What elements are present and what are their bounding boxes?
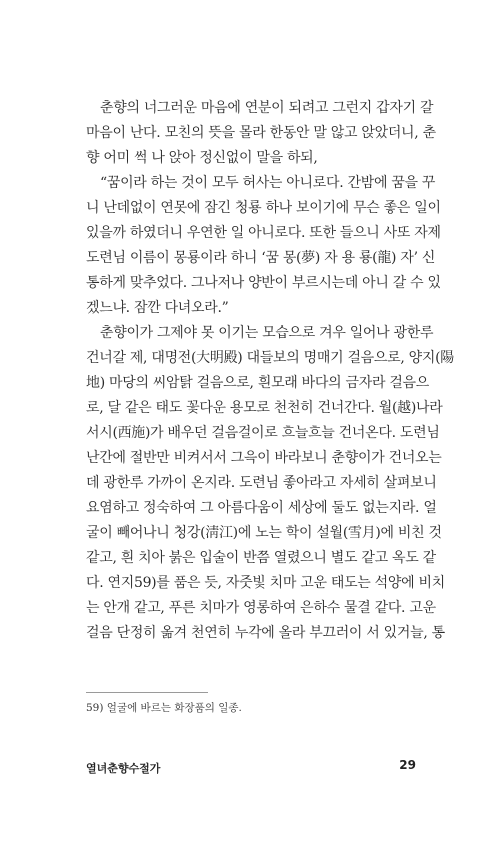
text-line: 요염하고 정숙하여 그 아름다움이 세상에 둘도 없는지라. 얼 bbox=[86, 500, 437, 516]
body-text bbox=[86, 96, 454, 646]
page-number: 29 bbox=[399, 758, 416, 772]
text-line: 다. 연지59)를 품은 듯, 자줏빛 치마 고운 태도는 석양에 비치 bbox=[86, 575, 445, 591]
text-line: “꿈이라 하는 것이 모두 허사는 아니로다. 간밤에 꿈을 꾸 bbox=[100, 175, 436, 191]
text-line: 굴이 빼어나니 청강(淸江)에 노는 학이 설월(雪月)에 비친 것 bbox=[86, 525, 442, 541]
text-line: 난간에 절반만 비켜서서 그윽이 바라보니 춘향이가 건너오는 bbox=[86, 450, 442, 466]
text-line: 마음이 난다. 모친의 뜻을 몰라 한동안 말 않고 앉았더니, 춘 bbox=[86, 125, 436, 141]
text-line: 건너갈 제, 대명전(大明殿) 대들보의 명매기 걸음으로, 양지(陽 bbox=[86, 350, 454, 366]
text-line: 겠느냐. 잠깐 다녀오라.” bbox=[86, 300, 229, 316]
text-line: 도련님 이름이 몽룡이라 하니 ‘꿈 몽(夢) 자 용 룡(龍) 자’ 신 bbox=[86, 250, 436, 266]
text-line: 는 안개 같고, 푸른 치마가 영롱하여 은하수 물결 같다. 고운 bbox=[86, 600, 436, 616]
text-line: 地) 마당의 씨암탉 걸음으로, 흰모래 바다의 금자라 걸음으 bbox=[86, 375, 429, 391]
text-line: 서시(西施)가 배우던 걸음걸이로 흐늘흐늘 건너온다. 도련님 bbox=[86, 425, 440, 441]
text-line: 통하게 맞추었다. 그나저나 양반이 부르시는데 아니 갈 수 있 bbox=[86, 275, 441, 291]
text-line: 있을까 하였더니 우연한 일 아니로다. 또한 들으니 사또 자제 bbox=[86, 225, 441, 241]
text-line: 니 난데없이 연못에 잠긴 청룡 하나 보이기에 무슨 좋은 일이 bbox=[86, 200, 441, 216]
footnote-divider bbox=[86, 692, 208, 693]
running-footer-title: 열녀춘향수절가 bbox=[86, 762, 161, 775]
text-line: 춘향의 너그러운 마음에 연분이 되려고 그런지 갑자기 갈 bbox=[100, 100, 434, 116]
text-line: 같고, 흰 치아 붉은 입술이 반쯤 열렸으니 별도 같고 옥도 같 bbox=[86, 550, 436, 566]
text-line: 로, 달 같은 태도 꽃다운 용모로 천천히 건너간다. 월(越)나라 bbox=[86, 400, 443, 416]
footnote: 59) 얼굴에 바르는 화장품의 일종. bbox=[86, 702, 242, 714]
text-line: 춘향이가 그제야 못 이기는 모습으로 겨우 일어나 광한루 bbox=[100, 325, 434, 341]
text-line: 걸음 단정히 옮겨 천연히 누각에 올라 부끄러이 서 있거늘, 통 bbox=[86, 625, 445, 641]
text-line: 데 광한루 가까이 온지라. 도련님 좋아라고 자세히 살펴보니 bbox=[86, 475, 437, 491]
text-line: 향 어미 썩 나 앉아 정신없이 말을 하되, bbox=[86, 150, 318, 166]
